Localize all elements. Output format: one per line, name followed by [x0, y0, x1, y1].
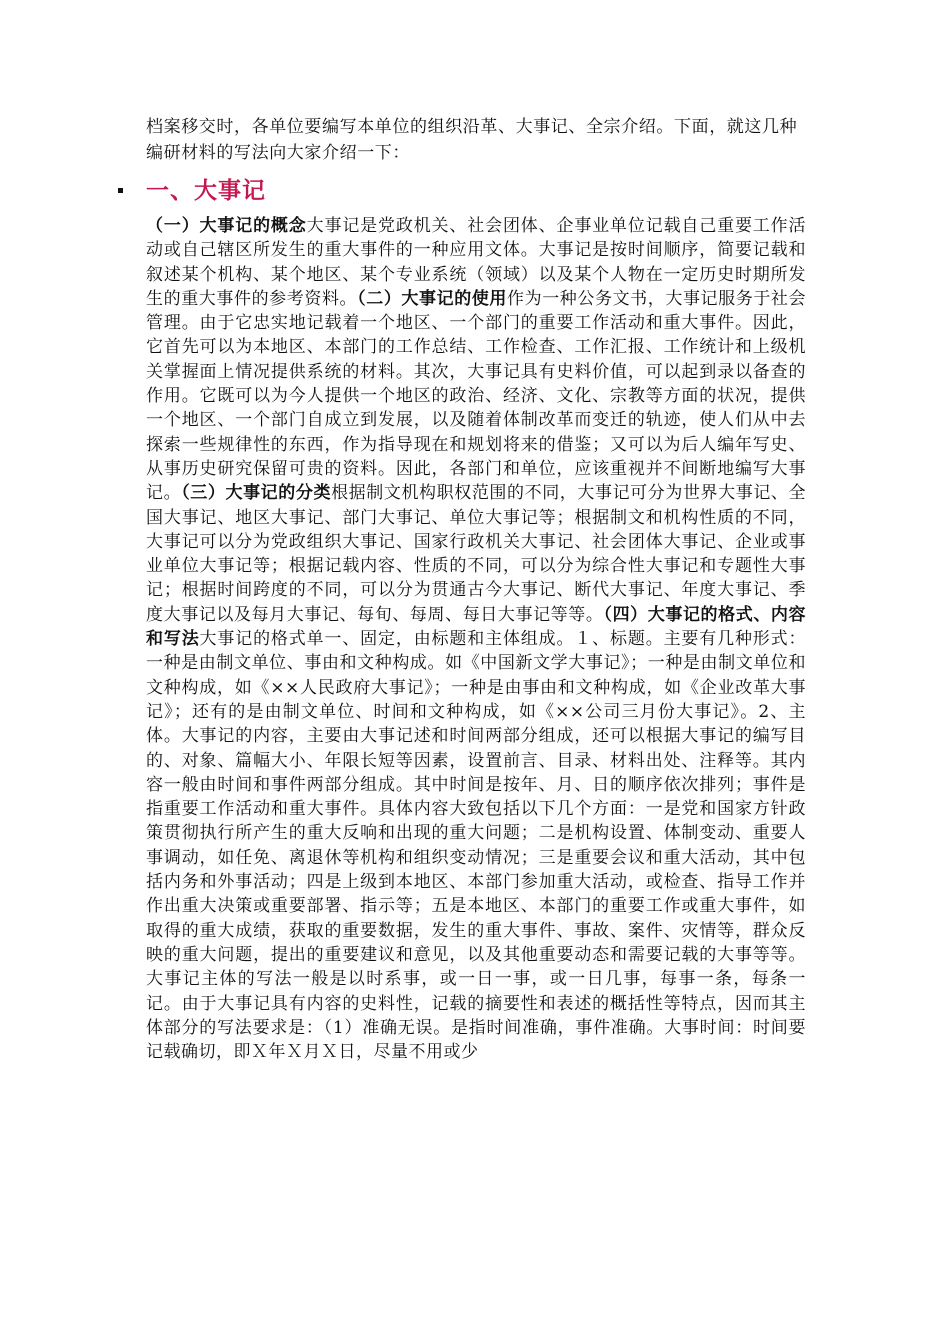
bullet-square-icon: [118, 188, 123, 193]
subheading-format: （四）大事记的格式、内容和写法: [146, 604, 807, 650]
subheading-concept: （一）大事记的概念: [146, 216, 307, 236]
subheading-usage: （二）大事记的使用: [357, 288, 507, 309]
intro-paragraph: 档案移交时，各单位要编写本单位的组织沿革、大事记、全宗介绍。下面，就这几种编研材料的写法向大家介绍一下：: [146, 117, 798, 163]
section-heading-row: [118, 174, 818, 208]
subheading-classification: （三）大事记的分类: [181, 483, 332, 504]
section-heading: 一、大事记: [146, 178, 266, 204]
body-paragraph: [146, 214, 806, 1064]
body-text-classification: 根据制文机构职权范围的不同，大事记可分为世界大事记、全国大事记、地区大事记、部门大事记、单位大事记等；根据制文和机构性质的不同，大事记可以分为党政组织大事记、国家行政机关大事记、社会团体大事记、企业或事业单位大事记等；根据记载内容、性质的不同，可以分为综合性大事记和专题性大事记；根据时间跨度的不同，可以分为贯通古今大事记、断代大事记、年度大事记、季度大事记以及每月大事记、每旬、每周、每日大事记等等。: [146, 483, 807, 625]
body-text-format: 大事记的格式单一、固定，由标题和主体组成。１、标题。主要有几种形式：一种是由制文单位、事由和文种构成。如《中国新文学大事记》；一种是由制文单位和文种构成，如《××人民政府大事记》；一种是由事由和文种构成，如《企业改革大事记》；还有的是由制文单位、时间和文种构成，如《××公司三月份大事记》。2、主体。大事记的内容，主要由大事记述和时间两部分组成，还可以根据大事记的编写目的、对象、篇幅大小、年限长短等因素，设置前言、目录、材料出处、注释等。其内容一般由时间和事件两部分组成。其中时间是按年、月、日的顺序依次排列；事件是指重要工作活动和重大事件。具体内容大致包括以下几个方面：一是党和国家方针政策贯彻执行所产生的重大反响和出现的重大问题；二是机构设置、体制变动、重要人事调动，如任免、离退休等机构和组织变动情况；三是重要会议和重大活动，其中包括内务和外事活动；四是上级到本地区、本部门参加重大活动，或检查、指导工作并作出重大决策或重要部署、指示等；五是本地区、本部门的重要工作或重大事件，如取得的重大成绩，获取的重要数据，发生的重大事件、事故、案件、灾情等，群众反映的重大问题，提出的重要建议和意见，以及其他重要动态和需要记载的大事等等。大事记主体的写法一般是以时系事，或一日一事，或一日几事，每事一条，每条一记。由于大事记具有内容的史料性，记载的摘要性和表述的概括性等特点，因而其主体部分的写法要求是：（1）准确无误。是指时间准确，事件准确。大事时间：时间要记载确切，即Ｘ年Ｘ月Ｘ日，尽量不用或少: [146, 629, 807, 1063]
body-text-concept: 大事记是党政机关、社会团体、企事业单位记载自己重要工作活动或自己辖区所发生的重大事件的一种应用文体。大事记是按时间顺序，简要记载和叙述某个机构、某个地区、某个专业系统（领域）以及某个人物在一定历史时期所发生的重大事件的参考资料。: [146, 216, 806, 309]
body-text-usage: 作为一种公务文书，大事记服务于社会管理。由于它忠实地记载着一个地区、一个部门的重要工作活动和重大事件。因此，它首先可以为本地区、本部门的工作总结、工作检查、工作汇报、工作统计和上级机关掌握面上情况提供系统的材料。其次，大事记具有史料价值，可以起到录以备查的作用。它既可以为今人提供一个地区的政治、经济、文化、宗教等方面的状况，提供一个地区、一个部门自成立到发展，以及随着体制改革而变迁的轨迹，使人们从中去探索一些规律性的东西，作为指导现在和规划将来的借鉴；又可以为后人编年写史、从事历史研究保留可贵的资料。因此，各部门和单位，应该重视并不间断地编写大事记。: [146, 288, 807, 504]
